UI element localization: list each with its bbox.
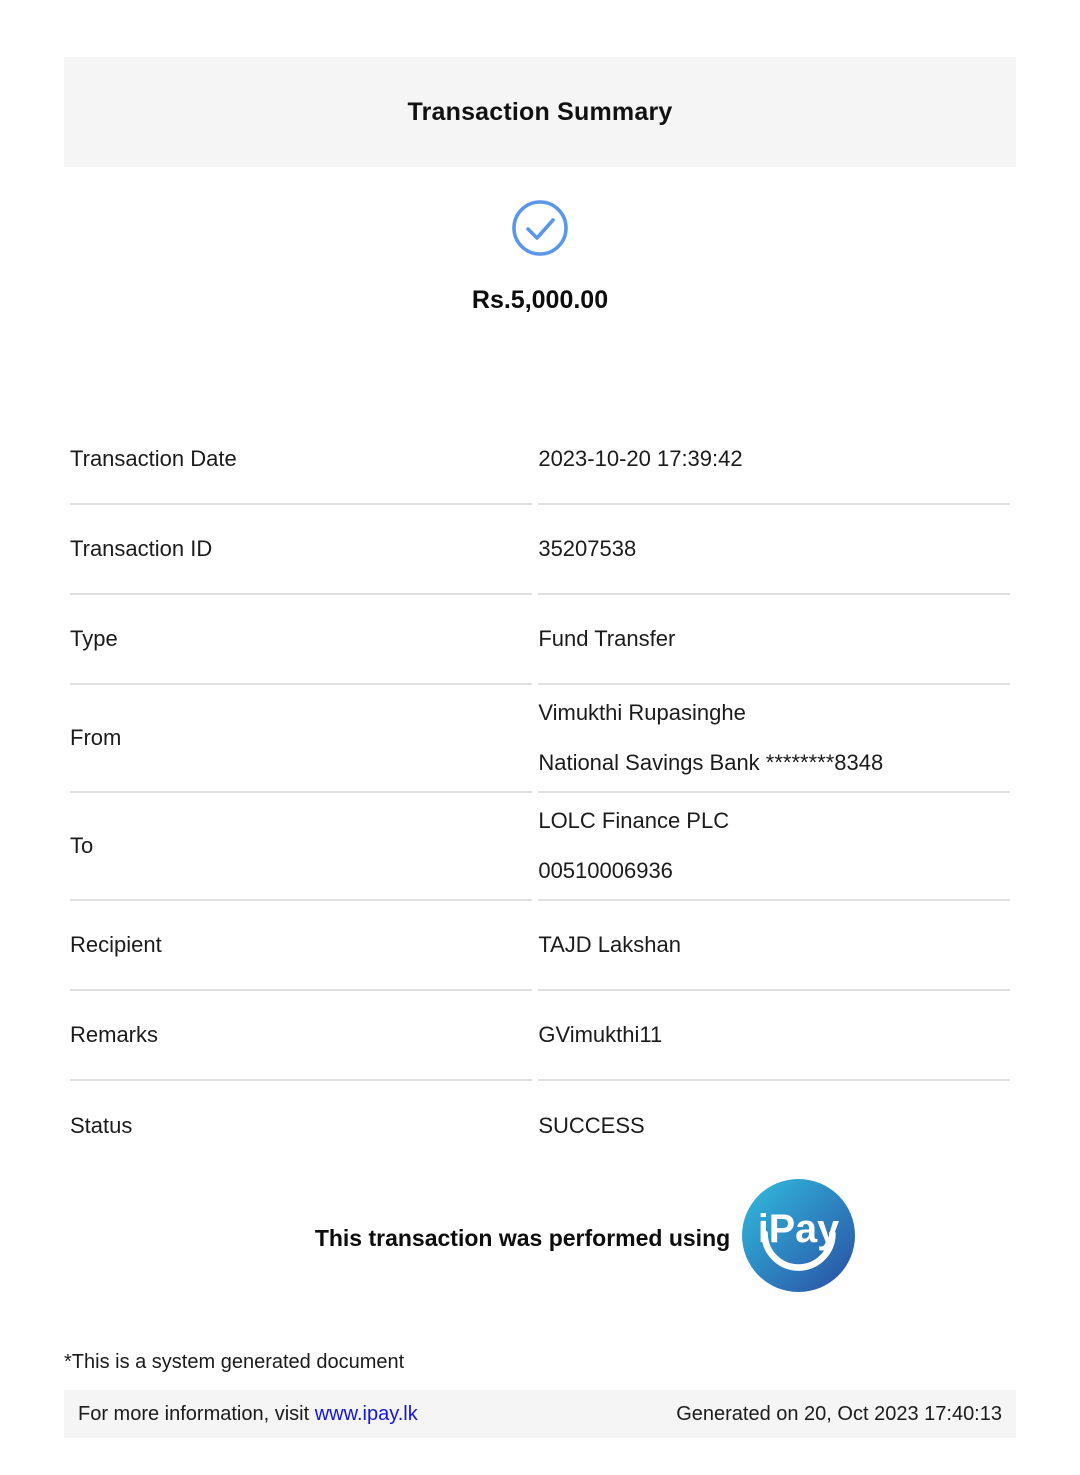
row-value-line: GVimukthi11 xyxy=(538,1022,663,1047)
row-value xyxy=(538,1081,1010,1171)
row-label: Status xyxy=(70,1113,133,1138)
row-value-line: 2023-10-20 17:39:42 xyxy=(538,446,743,471)
row-value-line: 00510006936 xyxy=(538,858,673,883)
row-value xyxy=(538,901,1010,991)
footer-bar xyxy=(64,1390,1016,1438)
ipay-caption: This transaction was performed using xyxy=(314,1224,731,1251)
row-value-line: National Savings Bank ********8348 xyxy=(538,750,884,775)
row-value xyxy=(538,415,1010,505)
row-label: Type xyxy=(70,595,532,685)
transaction-details-table xyxy=(64,415,1016,1171)
page-title: Transaction Summary xyxy=(407,97,673,126)
row-value xyxy=(538,595,1010,685)
row-label: From xyxy=(70,685,532,793)
ipay-attribution xyxy=(64,1177,1016,1299)
table-row-status xyxy=(70,1081,1010,1171)
row-label: Transaction ID xyxy=(70,505,532,595)
row-label: Transaction Date xyxy=(70,415,532,505)
table-row-type xyxy=(70,595,1010,685)
row-value-line: TAJD Lakshan xyxy=(538,932,681,957)
table-row-transaction-id xyxy=(70,505,1010,595)
table-row-to xyxy=(70,793,1010,901)
ipay-logo-text: iPay xyxy=(757,1207,840,1252)
table-row-remarks xyxy=(70,991,1010,1081)
row-value xyxy=(538,991,1010,1081)
row-label: Remarks xyxy=(70,991,532,1081)
footer-info xyxy=(78,1403,418,1426)
row-value-line: LOLC Finance PLC xyxy=(538,808,730,833)
generated-timestamp: Generated on 20, Oct 2023 17:40:13 xyxy=(676,1402,1002,1425)
row-value xyxy=(538,793,1010,901)
row-value-line: 35207538 xyxy=(538,536,637,561)
footer-info-text: For more information, visit xyxy=(78,1402,315,1425)
table-row-transaction-date xyxy=(70,415,1010,505)
row-label: Recipient xyxy=(70,901,532,991)
status-value: SUCCESS xyxy=(538,1113,645,1138)
table-row-recipient xyxy=(70,901,1010,991)
row-value xyxy=(538,685,1010,793)
header-bar xyxy=(64,57,1016,167)
table-row-from xyxy=(70,685,1010,793)
system-generated-note: *This is a system generated document xyxy=(64,1351,405,1373)
transaction-amount: Rs.5,000.00 xyxy=(471,286,609,314)
ipay-logo-icon xyxy=(742,1179,855,1297)
row-label: To xyxy=(70,793,532,901)
transaction-summary-page xyxy=(0,57,1080,1475)
row-value-line: Fund Transfer xyxy=(538,626,676,651)
row-value xyxy=(538,505,1010,595)
ipay-website-link[interactable]: www.ipay.lk xyxy=(314,1402,418,1425)
row-value-line: Vimukthi Rupasinghe xyxy=(538,700,746,725)
success-check-icon xyxy=(511,199,569,262)
